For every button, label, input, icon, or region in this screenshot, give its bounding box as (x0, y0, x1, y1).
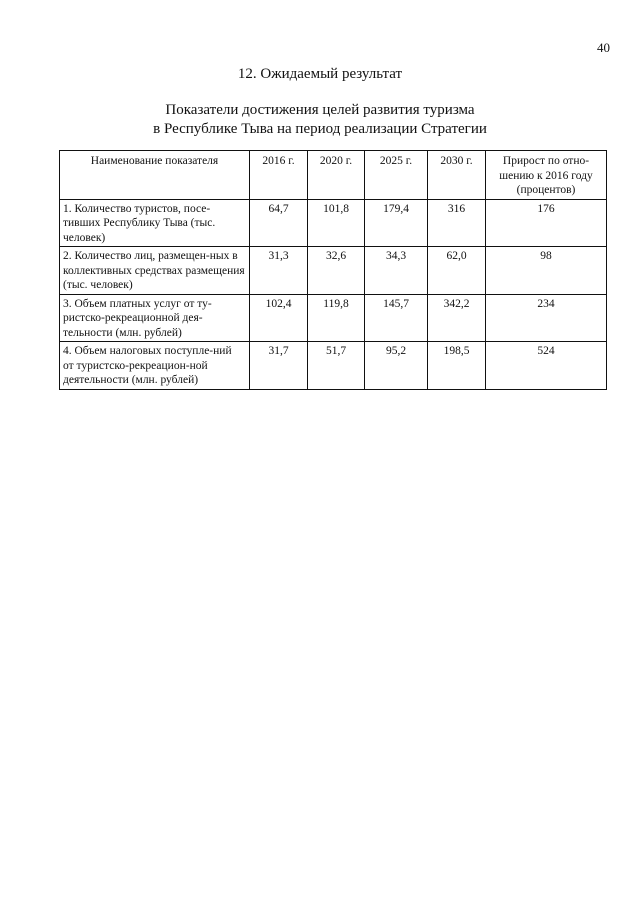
indicator-name: 3. Объем платных услуг от ту-ристско-рекреационной дея-тельности (млн. рублей) (60, 294, 250, 342)
value-2020: 51,7 (308, 342, 365, 390)
value-2016: 102,4 (250, 294, 308, 342)
header-year-2030: 2030 г. (428, 151, 486, 200)
value-2020: 32,6 (308, 247, 365, 295)
indicators-table (59, 150, 607, 390)
table-caption-line-1: Показатели достижения целей развития туризма (165, 102, 475, 118)
value-growth: 98 (486, 247, 607, 295)
table-caption-line-2: в Республике Тыва на период реализации Стратегии (153, 121, 487, 137)
table-row (60, 199, 607, 247)
value-2025: 95,2 (365, 342, 428, 390)
value-2020: 119,8 (308, 294, 365, 342)
value-2025: 34,3 (365, 247, 428, 295)
section-title: 12. Ожидаемый результат (237, 66, 403, 82)
value-2030: 342,2 (428, 294, 486, 342)
header-indicator-name: Наименование показателя (60, 151, 250, 200)
table-row (60, 342, 607, 390)
value-growth: 176 (486, 199, 607, 247)
value-2030: 62,0 (428, 247, 486, 295)
header-year-2025: 2025 г. (365, 151, 428, 200)
value-2025: 145,7 (365, 294, 428, 342)
value-2020: 101,8 (308, 199, 365, 247)
indicator-name: 2. Количество лиц, размещен-ных в коллективных средствах размещения (тыс. человек) (60, 247, 250, 295)
value-growth: 524 (486, 342, 607, 390)
table-row (60, 294, 607, 342)
table-row (60, 247, 607, 295)
value-2025: 179,4 (365, 199, 428, 247)
header-year-2020: 2020 г. (308, 151, 365, 200)
value-2030: 316 (428, 199, 486, 247)
page-number: 40 (597, 40, 610, 55)
value-growth: 234 (486, 294, 607, 342)
value-2016: 64,7 (250, 199, 308, 247)
indicator-name: 4. Объем налоговых поступле-ний от туристско-рекреацион-ной деятельности (млн. рублей) (60, 342, 250, 390)
indicator-name: 1. Количество туристов, посе-тивших Республику Тыва (тыс. человек) (60, 199, 250, 247)
table-header-row (60, 151, 607, 200)
value-2030: 198,5 (428, 342, 486, 390)
header-growth: Прирост по отно-шению к 2016 году (процентов) (486, 151, 607, 200)
value-2016: 31,3 (250, 247, 308, 295)
value-2016: 31,7 (250, 342, 308, 390)
table-caption (0, 101, 640, 139)
header-year-2016: 2016 г. (250, 151, 308, 200)
